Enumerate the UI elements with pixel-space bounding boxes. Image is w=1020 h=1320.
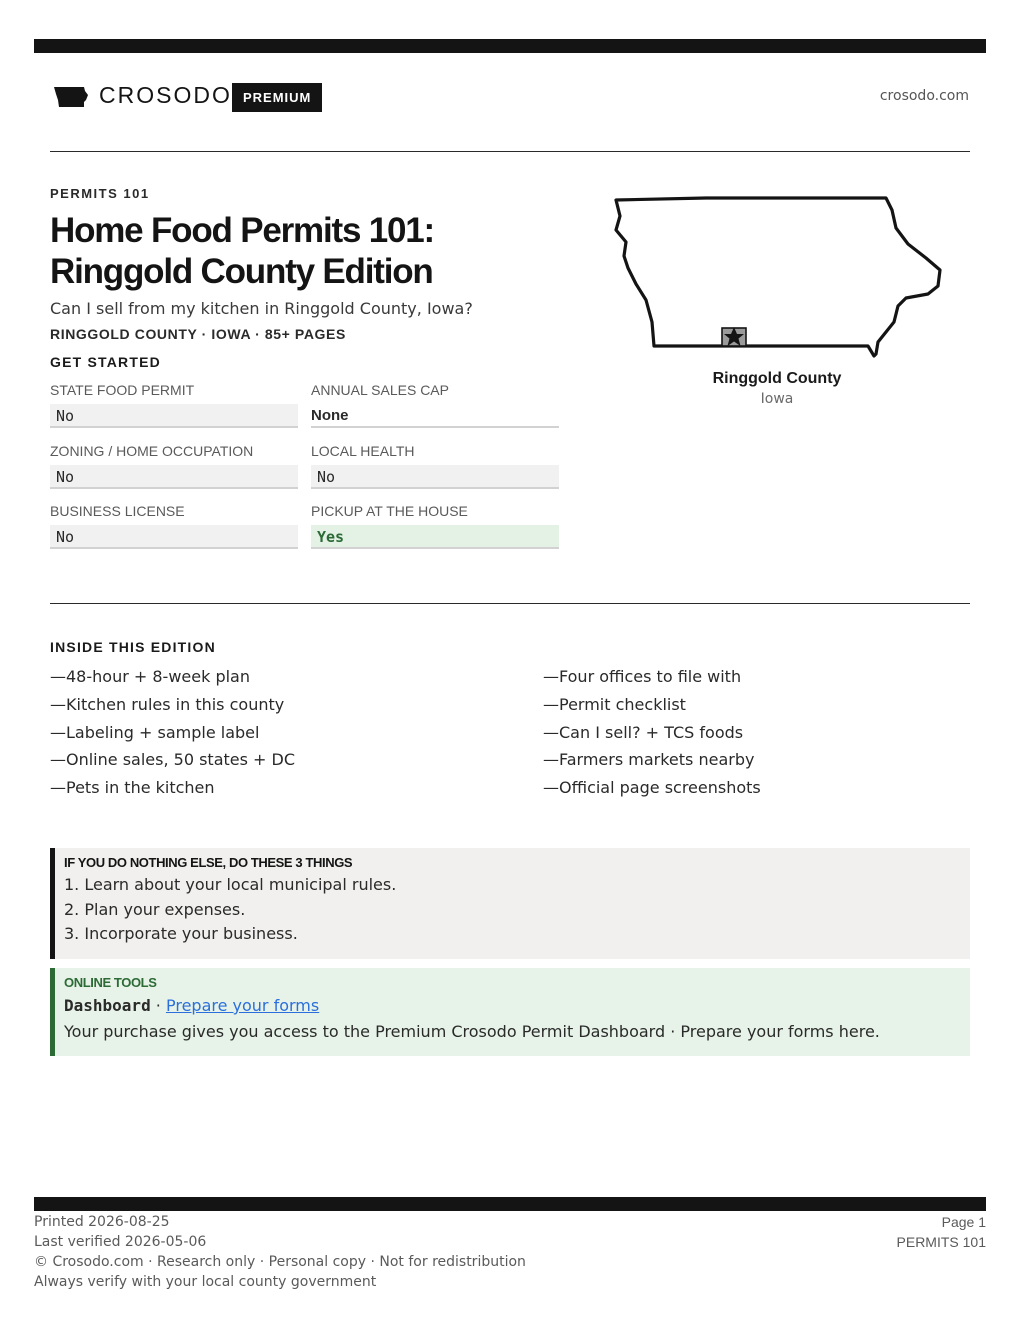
field-label: LOCAL HEALTH [311,443,415,459]
toc-left-column [50,667,490,806]
premium-badge: PREMIUM [232,83,322,112]
page-number: Page 1 [941,1214,986,1230]
top-rule-bar [34,39,986,53]
get-started-heading: GET STARTED [50,354,161,370]
kicker: PERMITS 101 [50,186,150,201]
inside-edition-heading: INSIDE THIS EDITION [50,639,216,655]
must-do-item: 1. Learn about your local municipal rules. [64,875,397,894]
dashboard-description: Your purchase gives you access to the Premium Crosodo Permit Dashboard · Prepare your forms here. [64,1022,880,1041]
field-label: ZONING / HOME OCCUPATION [50,443,254,459]
header [50,80,970,114]
field-local-health [311,441,559,489]
field-label: BUSINESS LICENSE [50,503,185,519]
subtitle: Can I sell from my kitchen in Ringgold County, Iowa? [50,299,473,318]
field-label: PICKUP AT THE HOUSE [311,503,468,519]
site-url[interactable]: crosodo.com [879,88,969,104]
field-value-yes: Yes [311,525,559,549]
toc-item: —Can I sell? + TCS foods [543,722,744,742]
field-state-food-permit [50,380,298,428]
header-divider [50,151,970,152]
toc-item: —Official page screenshots [543,778,761,797]
edition-meta: RINGGOLD COUNTY · IOWA · 85+ PAGES [50,326,346,342]
brand-name[interactable]: CROSODO [99,82,232,108]
toc-item: —Permit checklist [543,694,686,714]
field-label: ANNUAL SALES CAP [311,382,449,398]
bottom-rule-bar [34,1197,986,1211]
online-tools-callout [50,968,970,1056]
field-value: No [50,465,298,489]
must-do-callout [50,848,970,959]
field-value: No [50,525,298,549]
toc-item: —Four offices to file with [543,667,742,686]
iowa-map [606,190,946,362]
field-value: No [311,465,559,489]
online-tools-title: ONLINE TOOLS [64,975,157,990]
prepare-forms-link[interactable]: Prepare your forms [165,996,320,1015]
field-zoning [50,441,298,489]
dashboard-label: Dashboard [64,996,151,1015]
toc-item: —Farmers markets nearby [543,750,755,770]
field-pickup-at-house [311,501,559,549]
must-do-title: IF YOU DO NOTHING ELSE, DO THESE 3 THINGS [64,855,353,870]
field-business-license [50,501,298,549]
field-value: No [50,404,298,428]
toc-item: —Pets in the kitchen [50,778,215,797]
disclaimer: Always verify with your local county government [34,1274,377,1290]
must-do-item: 2. Plan your expenses. [64,899,246,919]
printed-date: Printed 2026-08-25 [34,1214,170,1230]
field-annual-sales-cap [311,380,559,428]
map-state-label: Iowa [760,391,794,407]
title-line-1: Home Food Permits 101: [50,211,434,250]
field-label: STATE FOOD PERMIT [50,382,195,398]
dashboard-line [64,993,970,1019]
toc-item: —48-hour + 8-week plan [50,667,250,686]
copyright: © Crosodo.com · Research only · Personal copy · Not for redistribution [34,1254,526,1270]
dashboard-separator: · [150,996,166,1015]
toc-right-column [543,667,983,806]
verified-date: Last verified 2026-05-06 [34,1234,207,1250]
toc-item: —Kitchen rules in this county [50,694,285,714]
must-do-item: 3. Incorporate your business. [64,924,298,943]
page-title [50,210,590,292]
section-divider [50,603,970,604]
footer-section: PERMITS 101 [896,1234,986,1250]
map-county-label: Ringgold County [712,370,842,387]
title-line-2: Ringgold County Edition [50,252,433,291]
iowa-logo-icon [53,86,89,108]
toc-item: —Labeling + sample label [50,722,260,742]
footer-right [897,1212,986,1252]
field-value: None [311,404,559,428]
footer-left [34,1212,526,1292]
iowa-outline [616,198,940,356]
toc-item: —Online sales, 50 states + DC [50,750,296,770]
